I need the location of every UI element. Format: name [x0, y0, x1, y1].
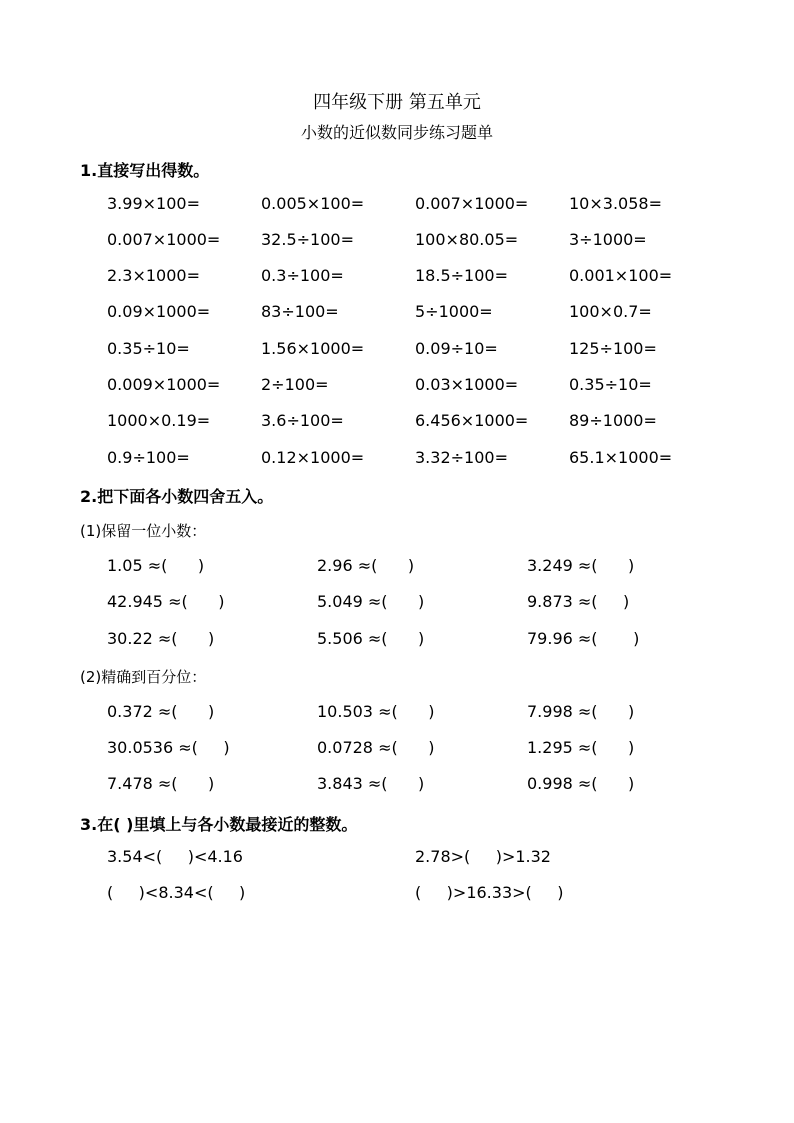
comparison-item: ( )>16.33>( ): [415, 883, 564, 902]
exercise-item: 5÷1000=: [415, 302, 493, 321]
rounding-item: 79.96 ≈( ): [527, 629, 640, 648]
exercise-item: 2÷100=: [261, 375, 329, 394]
exercise-item: 3.99×100=: [107, 194, 200, 213]
exercise-item: 3÷1000=: [569, 230, 647, 249]
exercise-item: 2.3×1000=: [107, 266, 200, 285]
exercise-item: 89÷1000=: [569, 411, 657, 430]
exercise-item: 0.09÷10=: [415, 339, 498, 358]
section2-heading: 2.把下面各小数四舍五入。: [80, 487, 274, 506]
rounding-item: 10.503 ≈( ): [317, 702, 435, 721]
exercise-item: 0.009×1000=: [107, 375, 221, 394]
exercise-item: 10×3.058=: [569, 194, 662, 213]
comparison-item: 3.54<( )<4.16: [107, 847, 243, 866]
page-title: 四年级下册 第五单元: [313, 92, 481, 113]
exercise-item: 65.1×1000=: [569, 448, 673, 467]
section1-heading: 1.直接写出得数。: [80, 161, 210, 180]
rounding-item: 0.372 ≈( ): [107, 702, 215, 721]
rounding-item: 1.05 ≈( ): [107, 556, 205, 575]
exercise-item: 1000×0.19=: [107, 411, 211, 430]
comparison-item: 2.78>( )>1.32: [415, 847, 551, 866]
exercise-item: 0.005×100=: [261, 194, 365, 213]
rounding-item: 30.22 ≈( ): [107, 629, 215, 648]
exercise-item: 83÷100=: [261, 302, 339, 321]
exercise-item: 100×80.05=: [415, 230, 519, 249]
rounding-item: 9.873 ≈( ): [527, 592, 630, 611]
exercise-item: 0.03×1000=: [415, 375, 519, 394]
exercise-item: 3.6÷100=: [261, 411, 344, 430]
exercise-item: 125÷100=: [569, 339, 657, 358]
rounding-item: 3.249 ≈( ): [527, 556, 635, 575]
comparison-item: ( )<8.34<( ): [107, 883, 246, 902]
exercise-item: 32.5÷100=: [261, 230, 354, 249]
exercise-item: 0.007×1000=: [107, 230, 221, 249]
rounding-item: 5.049 ≈( ): [317, 592, 425, 611]
rounding-item: 1.295 ≈( ): [527, 738, 635, 757]
rounding-item: 7.998 ≈( ): [527, 702, 635, 721]
exercise-item: 18.5÷100=: [415, 266, 508, 285]
rounding-item: 3.843 ≈( ): [317, 774, 425, 793]
page-subtitle: 小数的近似数同步练习题单: [300, 123, 493, 142]
exercise-item: 6.456×1000=: [415, 411, 529, 430]
exercise-item: 0.3÷100=: [261, 266, 344, 285]
rounding-item: 42.945 ≈( ): [107, 592, 225, 611]
exercise-item: 0.12×1000=: [261, 448, 365, 467]
exercise-item: 3.32÷100=: [415, 448, 508, 467]
rounding-item: 30.0536 ≈( ): [107, 738, 230, 757]
section3-heading: 3.在( )里填上与各小数最接近的整数。: [80, 815, 358, 834]
section2-part1-label: (1)保留一位小数：: [80, 522, 207, 540]
exercise-item: 0.007×1000=: [415, 194, 529, 213]
rounding-item: 0.998 ≈( ): [527, 774, 635, 793]
section2-part2-label: (2)精确到百分位：: [80, 668, 207, 686]
exercise-item: 100×0.7=: [569, 302, 652, 321]
rounding-item: 7.478 ≈( ): [107, 774, 215, 793]
exercise-item: 0.9÷100=: [107, 448, 190, 467]
exercise-item: 1.56×1000=: [261, 339, 365, 358]
rounding-item: 2.96 ≈( ): [317, 556, 415, 575]
exercise-item: 0.001×100=: [569, 266, 673, 285]
rounding-item: 5.506 ≈( ): [317, 629, 425, 648]
exercise-item: 0.35÷10=: [107, 339, 190, 358]
rounding-item: 0.0728 ≈( ): [317, 738, 435, 757]
exercise-item: 0.35÷10=: [569, 375, 652, 394]
exercise-item: 0.09×1000=: [107, 302, 211, 321]
